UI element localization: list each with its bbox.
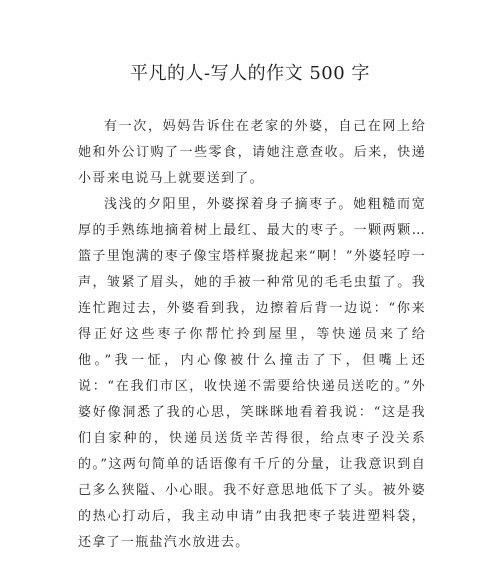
paragraph-2: 浅浅的夕阳里，外婆探着身子摘枣子。她粗糙而宽厚的手熟练地摘着树上最红、最大的枣子。一颗两颗…篮子里饱满的枣子像宝塔样聚拢起来“啊！”外婆轻哼一声，皱紧了眉头，她的手被一种常见的毛毛虫蜇了。我连忙跑过去，外婆看到我，边擦着后背一边说：“你来得正好这些枣子你帮忙拎到屋里，等快递员来了给他。”我一怔，内心像被什么撞击了下，但嘴上还说：“在我们市区，收快递不需要给快递员送吃的。”外婆好像洞悉了我的心思，笑眯眯地看着我说：“这是我们自家种的，快递员送货辛苦得很，给点枣子没关系的。”这两句简单的话语像有千斤的分量，让我意识到自己多么狭隘、小心眼。我不好意思地低下了头。被外婆的热心打动后，我主动申请”由我把枣子装进塑料袋，还拿了一瓶盐汽水放进去。 xyxy=(78,197,426,550)
article-body xyxy=(78,114,426,556)
article-title: 平凡的人-写人的作文 500 字 xyxy=(130,63,370,84)
paragraph-1: 有一次，妈妈告诉住在老家的外婆，自己在网上给她和外公订购了一些零食，请她注意查收。后来，快递小哥来电说马上就要送到了。 xyxy=(78,119,426,186)
